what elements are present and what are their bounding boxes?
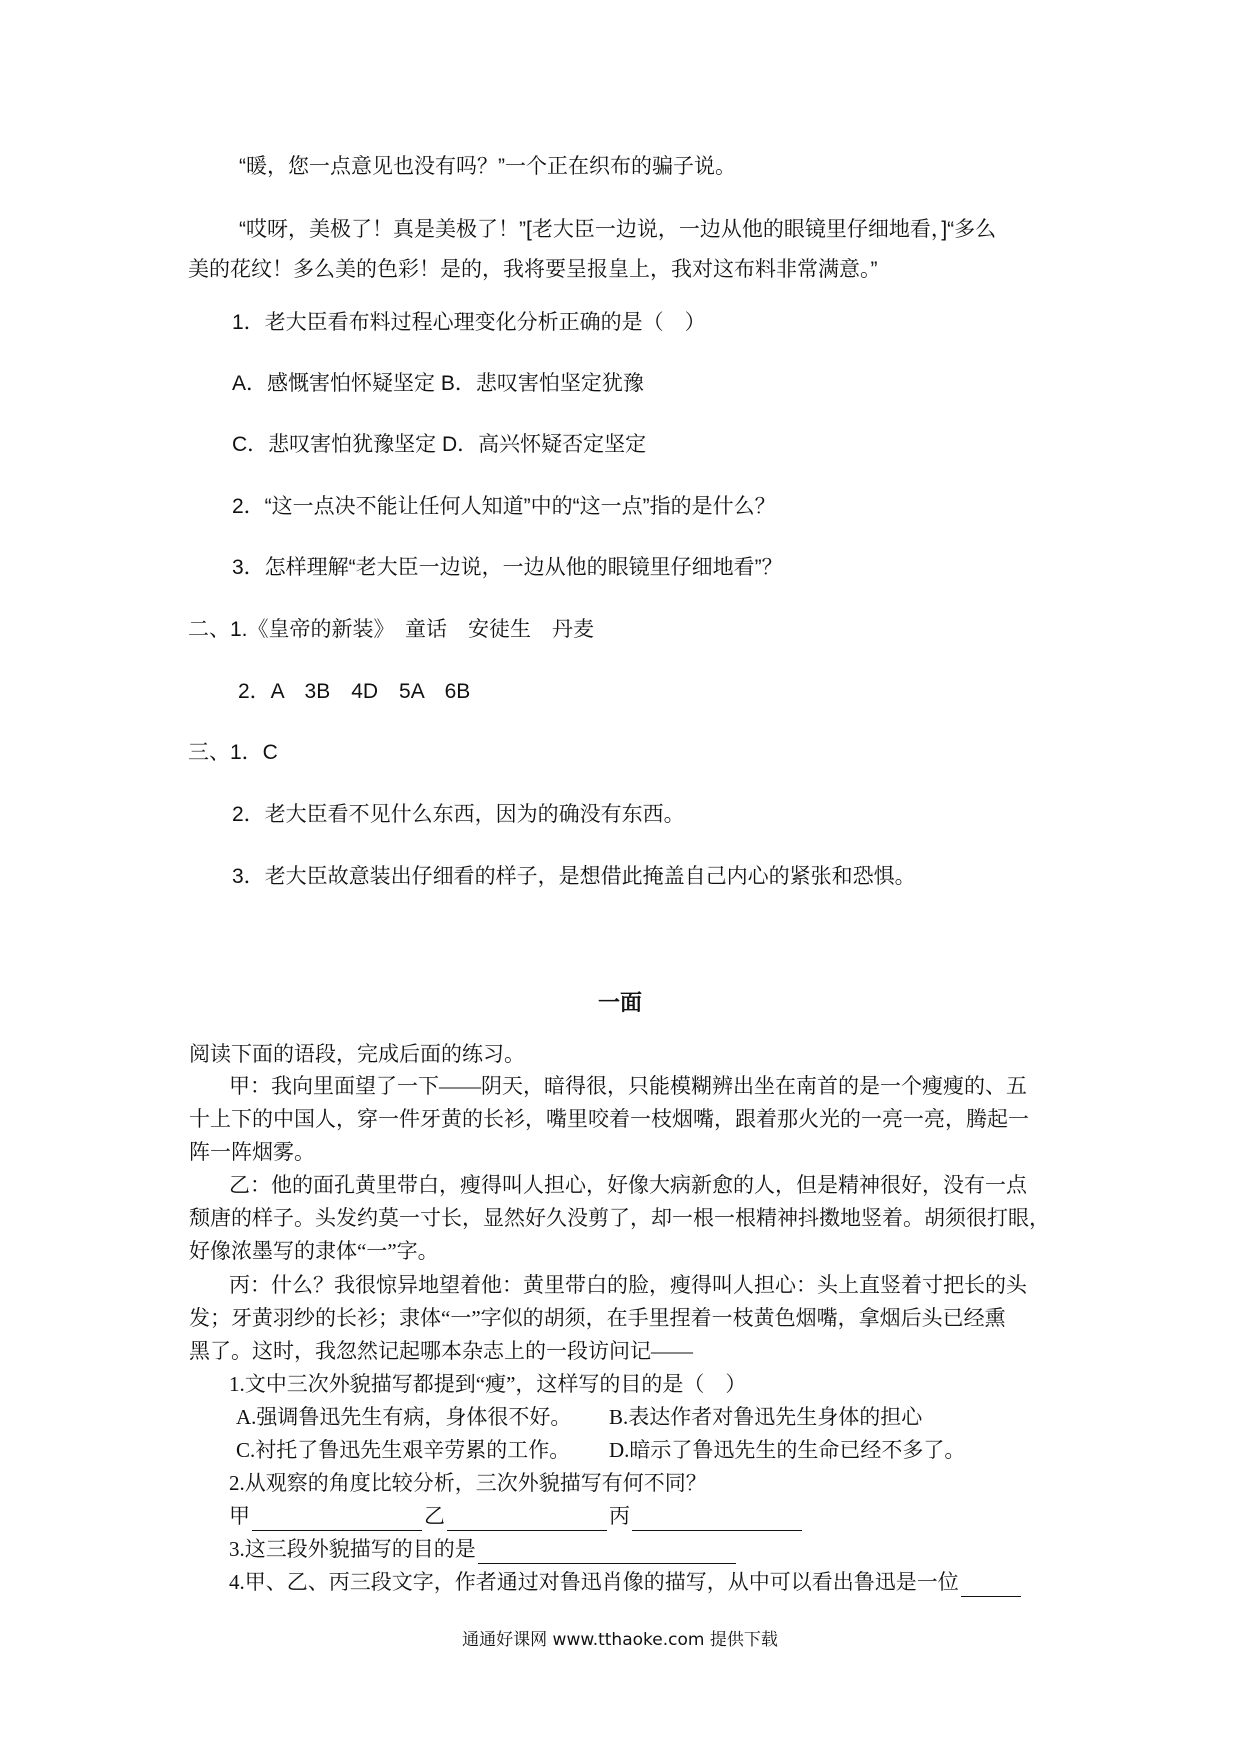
exercise-2-answer-line: [229, 1501, 804, 1531]
answer-section-3-line3: 3．老大臣故意装出仔细看的样子，是想借此掩盖自己内心的紧张和恐惧。: [232, 865, 916, 888]
exercise-2-label-jia: 甲: [229, 1504, 250, 1528]
paragraph-dialogue-2-line1: “哎呀，美极了！真是美极了！”[老大臣一边说，一边从他的眼镜里仔细地看，]“多么: [239, 218, 997, 241]
exercise-3: 3.这三段外貌描写的目的是: [229, 1537, 476, 1561]
question-2: 2．“这一点决不能让任何人知道”中的“这一点”指的是什么？: [232, 495, 776, 518]
answer-section-3-line2: 2．老大臣看不见什么东西，因为的确没有东西。: [232, 803, 685, 826]
paragraph-dialogue-1: “暖，您一点意见也没有吗？”一个正在织布的骗子说。: [239, 155, 736, 178]
exercise-1-option-b: B.表达作者对鲁迅先生身体的担心: [609, 1405, 923, 1429]
passage-jia-line1: 甲：我向里面望了一下——阴天，暗得很，只能模糊辨出坐在南首的是一个瘦瘦的、五: [229, 1074, 1027, 1098]
question-1: 1．老大臣看布料过程心理变化分析正确的是（ ）: [232, 311, 706, 334]
passage-yi-line2: 颓唐的样子。头发约莫一寸长，显然好久没剪了，却一根一根精神抖擞地竖着。胡须很打眼，: [189, 1206, 1050, 1230]
passage-yi-line3: 好像浓墨写的隶体“一”字。: [189, 1239, 439, 1263]
paragraph-dialogue-2-line2: 美的花纹！多么美的色彩！是的，我将要呈报皇上，我对这布料非常满意。”: [188, 258, 878, 281]
exercise-4-line: [229, 1567, 1023, 1597]
exercise-2-label-bing: 丙: [609, 1504, 630, 1528]
exercise-1-option-a: A.强调鲁迅先生有病，身体很不好。: [236, 1405, 572, 1429]
exercise-2-label-yi: 乙: [424, 1504, 445, 1528]
answer-blank-jia[interactable]: [252, 1508, 422, 1531]
answer-blank-bing[interactable]: [632, 1508, 802, 1531]
question-1-options-cd: C．悲叹害怕犹豫坚定 D．高兴怀疑否定坚定: [232, 433, 647, 456]
passage-bing-line3: 黑了。这时，我忽然记起哪本杂志上的一段访问记——: [189, 1339, 693, 1363]
answer-blank-purpose[interactable]: [478, 1541, 736, 1564]
answer-blank-yi[interactable]: [447, 1508, 607, 1531]
passage-jia-line3: 阵一阵烟雾。: [189, 1140, 315, 1164]
exercise-1: 1.文中三次外貌描写都提到“瘦”，这样写的目的是（ ）: [229, 1372, 747, 1396]
exercise-1-option-c: C.衬托了鲁迅先生艰辛劳累的工作。: [236, 1438, 571, 1462]
reading-intro: 阅读下面的语段，完成后面的练习。: [189, 1042, 525, 1066]
question-3: 3．怎样理解“老大臣一边说，一边从他的眼镜里仔细地看”？: [232, 556, 783, 579]
passage-bing-line2: 发；牙黄羽纱的长衫；隶体“一”字似的胡须，在手里捏着一枝黄色烟嘴，拿烟后头已经熏: [189, 1306, 1006, 1330]
answer-section-2-line1: 二、1.《皇帝的新装》 童话 安徒生 丹麦: [188, 618, 595, 641]
section-title: 一面: [597, 991, 642, 1016]
exercise-2: 2.从观察的角度比较分析，三次外貌描写有何不同？: [229, 1471, 707, 1495]
passage-jia-line2: 十上下的中国人，穿一件牙黄的长衫，嘴里咬着一枝烟嘴，跟着那火光的一亮一亮，腾起一: [189, 1107, 1029, 1131]
answer-section-2-line2: 2．A 3B 4D 5A 6B: [238, 680, 471, 703]
exercise-3-line: [229, 1534, 738, 1564]
page-footer: 通通好课网 www.tthaoke.com 提供下载: [462, 1630, 778, 1650]
passage-bing-line1: 丙：什么？我很惊异地望着他：黄里带白的脸，瘦得叫人担心：头上直竖着寸把长的头: [229, 1273, 1027, 1297]
question-1-options-ab: A．感慨害怕怀疑坚定 B．悲叹害怕坚定犹豫: [232, 372, 644, 395]
exercise-1-option-d: D.暗示了鲁迅先生的生命已经不多了。: [609, 1438, 966, 1462]
answer-section-3-line1: 三、1．C: [188, 741, 278, 764]
answer-blank-character[interactable]: [961, 1574, 1021, 1597]
passage-yi-line1: 乙：他的面孔黄里带白，瘦得叫人担心，好像大病新愈的人，但是精神很好，没有一点: [229, 1173, 1027, 1197]
exercise-4: 4.甲、乙、丙三段文字，作者通过对鲁迅肖像的描写，从中可以看出鲁迅是一位: [229, 1570, 959, 1594]
